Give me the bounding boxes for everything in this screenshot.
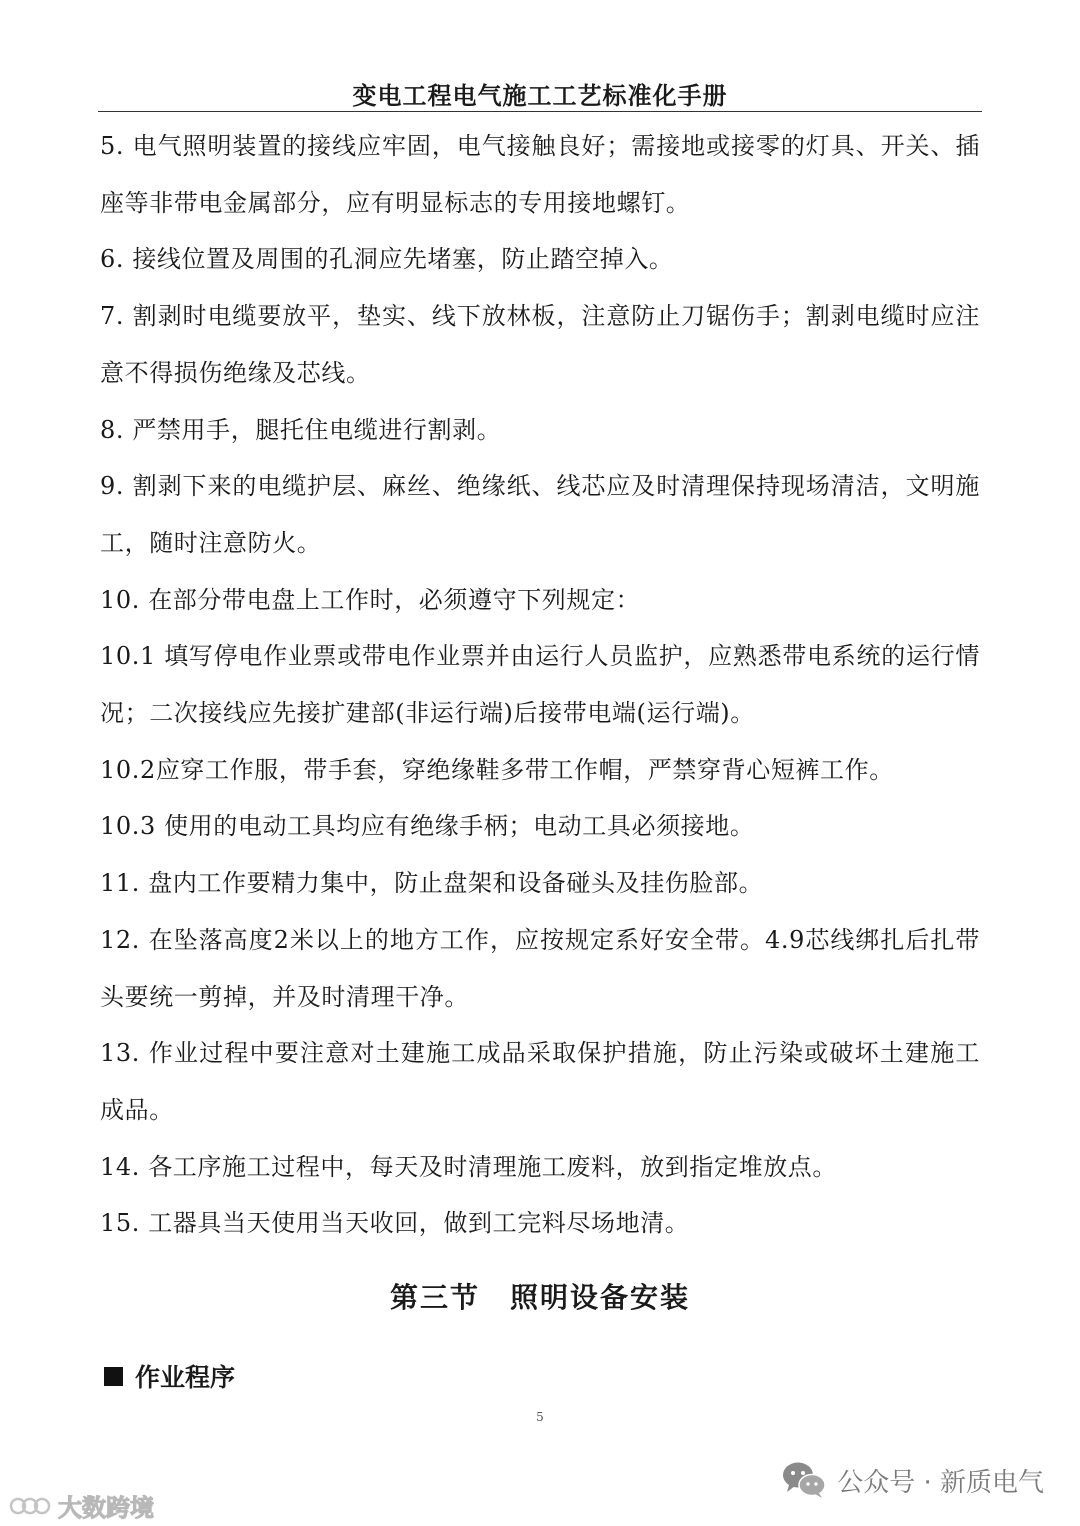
paragraph-item-9: 9. 割剥下来的电缆护层、麻丝、绝缘纸、线芯应及时清理保持现场清洁，文明施工，随时注意防火。 bbox=[100, 472, 980, 557]
ring-logo-icon bbox=[8, 1493, 52, 1519]
paragraph-item-13: 13. 作业过程中要注意对土建施工成品采取保护措施，防止污染或破坏土建施工成品。 bbox=[100, 1039, 980, 1124]
paragraph-item-10: 10. 在部分带电盘上工作时，必须遵守下列规定： bbox=[100, 585, 641, 614]
page-number: 5 bbox=[536, 1410, 544, 1424]
paragraph-item-15: 15. 工器具当天使用当天收回，做到工完料尽场地清。 bbox=[100, 1209, 690, 1238]
paragraph-item-5: 5. 电气照明装置的接线应牢固，电气接触良好；需接地或接零的灯具、开关、插座等非带电金属部分，应有明显标志的专用接地螺钉。 bbox=[100, 132, 980, 217]
paragraph-item-10-1: 10.1 填写停电作业票或带电作业票并由运行人员监护，应熟悉带电系统的运行情况；二次接线应先接扩建部(非运行端)后接带电端(运行端)。 bbox=[100, 642, 980, 728]
section-title: 第三节 照明设备安装 bbox=[389, 1281, 690, 1314]
paragraph-item-10-3: 10.3 使用的电动工具均应有绝缘手柄；电动工具必须接地。 bbox=[100, 812, 755, 841]
header-divider bbox=[98, 111, 982, 112]
wechat-watermark-text: 公众号 · 新质电气 bbox=[837, 1467, 1044, 1498]
subheading bbox=[104, 1358, 235, 1394]
paragraph-item-6: 6. 接线位置及周围的孔洞应先堵塞，防止踏空掉入。 bbox=[100, 245, 674, 274]
paragraph-item-12: 12. 在坠落高度2米以上的地方工作，应按规定系好安全带。4.9芯线绑扎后扎带头要统一剪掉，并及时清理干净。 bbox=[100, 925, 980, 1011]
paragraph-item-14: 14. 各工序施工过程中，每天及时清理施工废料，放到指定堆放点。 bbox=[100, 1152, 837, 1181]
brand-watermark bbox=[8, 1488, 154, 1523]
paragraph-item-11: 11. 盘内工作要精力集中，防止盘架和设备碰头及挂伤脸部。 bbox=[100, 869, 764, 898]
paragraph-item-8: 8. 严禁用手，腿托住电缆进行割剥。 bbox=[100, 415, 502, 444]
body-text bbox=[100, 118, 980, 1252]
black-square-icon bbox=[104, 1367, 123, 1386]
paragraph-item-10-2: 10.2应穿工作服，带手套，穿绝缘鞋多带工作帽，严禁穿背心短裤工作。 bbox=[100, 755, 894, 784]
document-header-title: 变电工程电气施工工艺标准化手册 bbox=[352, 82, 728, 110]
wechat-icon bbox=[781, 1460, 827, 1500]
brand-watermark-text: 大数跨境 bbox=[58, 1494, 154, 1522]
wechat-watermark bbox=[781, 1460, 1044, 1500]
subheading-label: 作业程序 bbox=[135, 1363, 236, 1392]
paragraph-item-7: 7. 割剥时电缆要放平，垫实、线下放林板，注意防止刀锯伤手；割剥电缆时应注意不得损伤绝缘及芯线。 bbox=[100, 302, 980, 387]
